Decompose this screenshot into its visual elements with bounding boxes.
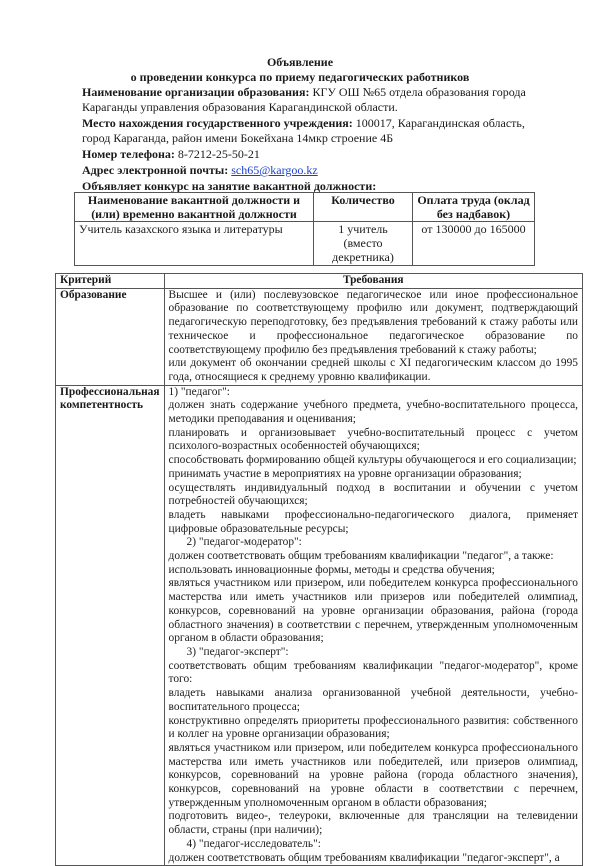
requirement-line: подготовить видео-, телеуроки, включенные для трансляции на телевидении области, страны (при наличии);: [168, 810, 578, 837]
requirement-line: 4) "педагог-исследователь":: [186, 837, 321, 850]
vacancy-header-position: Наименование вакантной должности и (или) временно вакантной должности: [75, 193, 314, 222]
criteria-header-requirements: Требования: [164, 274, 582, 289]
email-link[interactable]: sch65@kargoo.kz: [231, 163, 318, 177]
requirement-line: Высшее и (или) послевузовское педагогическое или иное профессиональное образование по соответствующему профилю или документ, подтверждающий педагогическую переподготовку, без предъявления требований к стажу работы или техническое и профессиональное педагогическое образование по соответствующему профилю без предъявления требований к стажу работы;: [168, 288, 578, 356]
table-row: [75, 222, 535, 266]
table-row: [56, 385, 583, 866]
requirement-line: должен соответствовать общим требованиям квалификации "педагог-эксперт", а: [168, 851, 560, 864]
requirement-line: планировать и организовывает учебно-воспитательный процесс с учетом психолого-возрастных особенностей обучающихся;: [168, 426, 578, 453]
vacancy-count: 1 учитель (вместо декретника): [314, 222, 413, 266]
vacancy-header-row: [75, 193, 535, 222]
requirement-line: владеть навыками профессионально-педагогического диалога, применяет цифровые образовательные ресурсы;: [168, 508, 578, 535]
org-info: [82, 85, 542, 116]
requirement-line: являться участником или призером, или победителем конкурса профессионального мастерства или иметь участников или победителей, или призеров олимпиад, конкурсов, соревнований на уровне района (города областного значения), конкурсов, соревнований на уровне области в соответствии с перечнем, утвержденным уполномоченным органом в области образования;: [168, 741, 578, 809]
location-value: 100017, Карагандинская область, город Караганда, район имени Бокейхана 14мкр строение 4Б: [82, 116, 525, 146]
email-label: Адрес электронной почты:: [82, 163, 232, 177]
requirement-line: осуществлять индивидуальный подход в воспитании и обучении с учетом потребностей обучающихся;: [168, 481, 578, 508]
requirement-line: 2) "педагог-модератор":: [186, 536, 302, 549]
phone-value: 8-7212-25-50-21: [177, 147, 260, 161]
requirements-education: [164, 288, 582, 385]
document-title: Объявление: [266, 55, 334, 69]
criteria-header-criterion: Критерий: [56, 274, 165, 289]
org-label: Наименование организации образования:: [82, 85, 310, 99]
criterion-education: Образование: [56, 288, 165, 385]
criteria-table: [55, 273, 583, 866]
requirement-line: 3) "педагог-эксперт":: [186, 645, 289, 658]
vacancy-position: Учитель казахского языка и литературы: [75, 222, 314, 266]
vacancy-header-count: Количество: [314, 193, 413, 222]
phone-label: Номер телефона:: [82, 147, 175, 161]
phone-row: [82, 147, 542, 162]
requirement-line: конструктивно определять приоритеты профессионального развития: собственного и коллег на уровне организации образования;: [168, 714, 578, 741]
requirement-line: соответствовать общим требованиям квалификации "педагог-модератор", кроме того:: [168, 659, 578, 686]
vacancy-header-salary: Оплата труда (оклад без надбавок): [413, 193, 535, 222]
requirement-line: являться участником или призером, или победителем конкурса профессионального мастерства или иметь участников или призеров или победителей олимпиад, конкурсов, соревнований на уровне организации образования, района (города областного значения) в соответствии с перечнем, утвержденным уполномоченным органом в области образования;: [168, 577, 578, 645]
vacancy-table: [74, 192, 535, 266]
requirement-line: должен знать содержание учебного предмета, учебно-воспитательного процесса, методики преподавания и оценивания;: [168, 399, 578, 426]
location-info: [82, 116, 542, 147]
requirement-line: принимать участие в мероприятиях на уровне организации образования;: [168, 467, 522, 480]
requirement-line: должен соответствовать общим требованиям квалификации "педагог", а также:: [168, 550, 554, 563]
vacancy-salary: от 130000 до 165000: [413, 222, 535, 266]
requirement-line: способствовать формированию общей культуры обучающегося и его социализации;: [168, 454, 577, 467]
requirement-line: или документ об окончании средней школы с XI педагогическим классом до 1995 года, относящиеся к среднему уровню квалификации.: [168, 357, 578, 383]
document-subtitle: о проведении конкурса по приему педагогических работников: [130, 70, 470, 84]
org-value: КГУ ОШ №65 отдела образования города Караганды управления образования Карагандинской области.: [82, 85, 526, 115]
criteria-header-row: [56, 274, 583, 289]
announce-heading: Объявляет конкурс на занятие вакантной должности:: [82, 179, 377, 193]
table-row: [56, 288, 583, 385]
requirement-line: использовать инновационные формы, методы и средства обучения;: [168, 563, 495, 576]
requirement-line: владеть навыками анализа организованной учебной деятельности, учебно-воспитательного процесса;: [168, 687, 578, 713]
location-label: Место нахождения государственного учреждения:: [82, 116, 353, 130]
criterion-competence: Профессиональная компетентность: [56, 385, 165, 866]
email-row: [82, 163, 542, 178]
requirements-competence: [164, 385, 582, 866]
requirement-line: 1) "педагог":: [168, 385, 230, 398]
